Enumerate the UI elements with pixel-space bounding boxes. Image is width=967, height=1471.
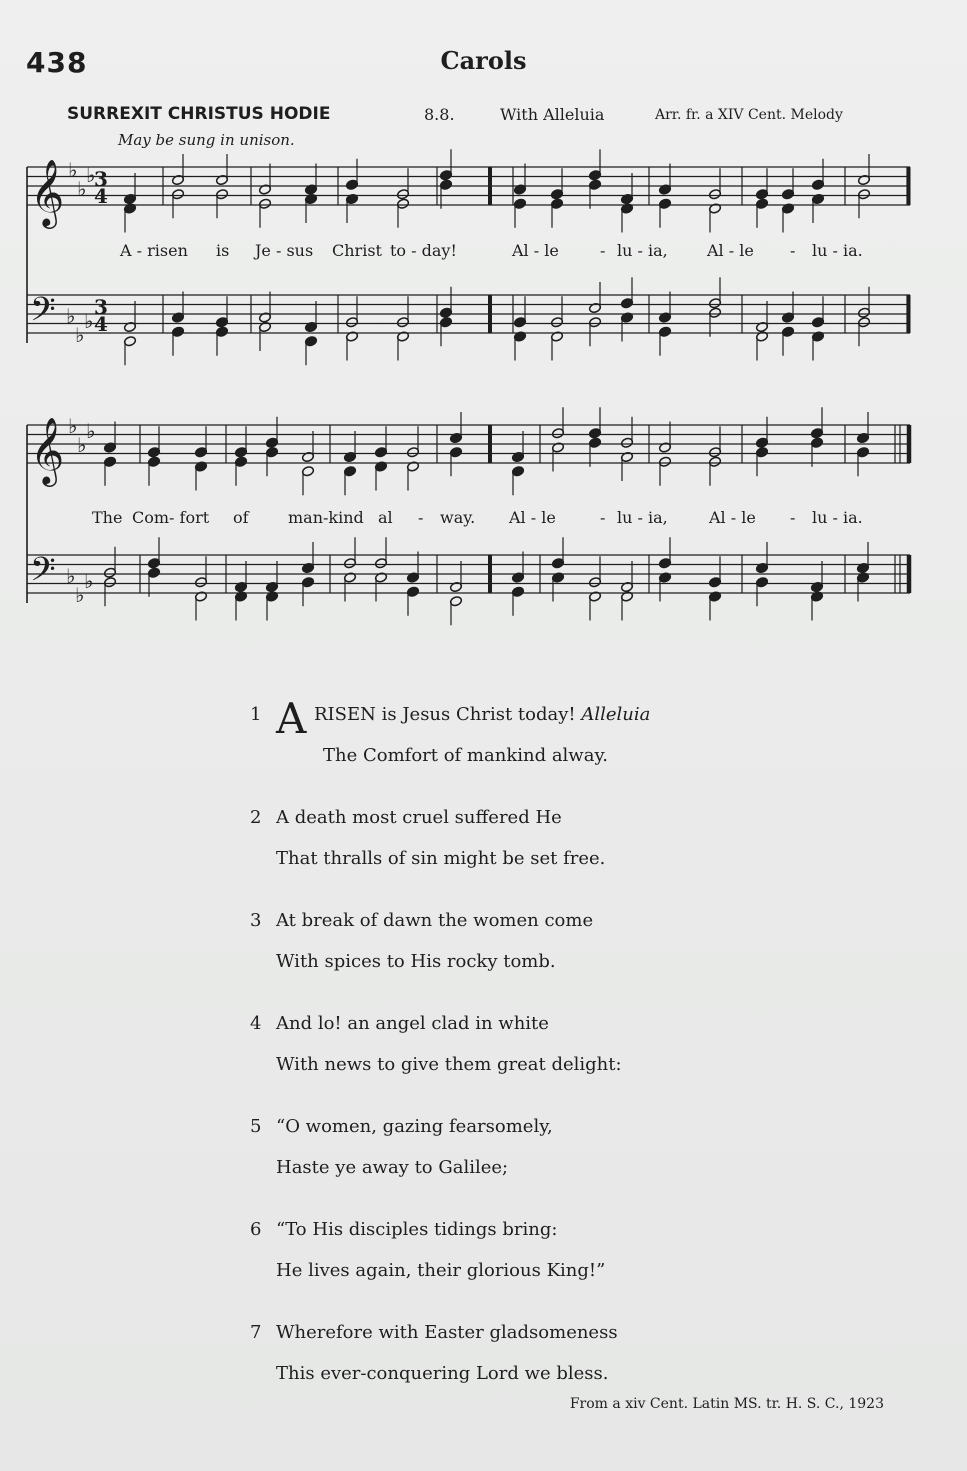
lyric-syllable: - [600, 508, 606, 527]
flat-sign: ♭ [86, 419, 96, 443]
stanza-number: 4 [250, 1013, 262, 1034]
flat-sign: ♭ [84, 309, 94, 333]
flat-sign: ♭ [77, 433, 87, 457]
stanza-line: He lives again, their glorious King!” [276, 1260, 606, 1281]
stanza-6 [250, 1219, 910, 1322]
stanza-number: 5 [250, 1116, 262, 1137]
stanza-line: Wherefore with Easter gladsomeness [276, 1322, 618, 1343]
stanza-5 [250, 1116, 910, 1219]
stanza-list [250, 694, 910, 1425]
lyric-syllable: of [233, 508, 249, 527]
lyric-syllable: A - risen [120, 241, 188, 260]
lyric-syllable: Al - le [709, 508, 756, 527]
stanza-number: 6 [250, 1219, 262, 1240]
bass-clef: 𝄢 [30, 291, 56, 337]
drop-cap: A [276, 694, 307, 743]
stanza-3 [250, 910, 910, 1013]
treble-clef: 𝄞 [30, 158, 65, 226]
stanza-line: The Comfort of mankind alway. [323, 745, 608, 766]
flat-sign: ♭ [68, 414, 78, 438]
page-number: 438 [26, 46, 88, 79]
time-signature-top: 3 [94, 295, 108, 319]
lyric-syllable: Je - sus [255, 241, 314, 260]
lyric-syllable: - [790, 241, 796, 260]
time-signature-bottom: 4 [94, 184, 108, 208]
lyric-syllable: lu - ia. [812, 508, 863, 527]
flat-sign: ♭ [84, 569, 94, 593]
treble-clef: 𝄞 [30, 416, 65, 484]
lyric-syllable: Al - le [512, 241, 559, 260]
stanza-line: With news to give them great delight: [276, 1054, 622, 1075]
stanza-line: Haste ye away to Galilee; [276, 1157, 509, 1178]
stanza-number: 2 [250, 807, 262, 828]
stanza-line: “To His disciples tidings bring: [276, 1219, 558, 1240]
stanza-line: That thralls of sin might be set free. [276, 848, 606, 869]
stanza-1 [250, 694, 910, 807]
lyric-syllable: lu - ia. [812, 241, 863, 260]
lyric-syllable: The [92, 508, 123, 527]
lyric-syllable: to - day! [390, 241, 457, 260]
time-signature [94, 167, 108, 336]
flat-sign: ♭ [75, 323, 85, 347]
lyric-syllable: Al - le [509, 508, 556, 527]
refrain-note: With Alleluia [500, 105, 605, 124]
flat-sign: ♭ [66, 304, 76, 328]
time-signature-top: 3 [94, 167, 108, 191]
lyric-syllable: - [790, 508, 796, 527]
flat-sign: ♭ [86, 163, 96, 187]
stanza-number: 7 [250, 1322, 262, 1343]
lyric-syllable: lu - ia, [617, 241, 668, 260]
stanza-line: A death most cruel suffered He [276, 807, 562, 828]
meter: 8.8. [424, 105, 455, 124]
lyric-syllable: - [600, 241, 606, 260]
lyric-syllable: man-kind [288, 508, 364, 527]
lyric-syllable: Com- fort [132, 508, 210, 527]
stanza-number: 3 [250, 910, 262, 931]
notes [103, 149, 870, 625]
stanza-line: This ever-conquering Lord we bless. [276, 1363, 609, 1384]
stanza-number: 1 [250, 704, 262, 725]
staff-lines [27, 167, 910, 593]
lyric-syllable: Christ [332, 241, 382, 260]
stanza-line: With spices to His rocky tomb. [276, 951, 556, 972]
performance-note: May be sung in unison. [118, 131, 295, 149]
lyric-syllable: - [418, 508, 424, 527]
lyric-syllable: al [378, 508, 393, 527]
stanza-line: And lo! an angel clad in white [276, 1013, 549, 1034]
stanza-line: At break of dawn the women come [276, 910, 594, 931]
stanza-4 [250, 1013, 910, 1116]
flat-sign: ♭ [75, 583, 85, 607]
arranger-credit: Arr. fr. a XIV Cent. Melody [655, 107, 843, 123]
lyric-syllable: is [216, 241, 230, 260]
translation-credit: From a xiv Cent. Latin MS. tr. H. S. C., 1923 [569, 1396, 884, 1412]
stanza-line: RISEN is Jesus Christ today! Alleluia [314, 704, 651, 725]
stanza-2 [250, 807, 910, 910]
refrain-word: Alleluia [581, 704, 651, 725]
time-signature-bottom: 4 [94, 312, 108, 336]
flat-sign: ♭ [68, 158, 78, 182]
clefs [30, 158, 95, 607]
section-title: Carols [440, 46, 527, 75]
music-score [0, 0, 967, 660]
tune-name: SURREXIT CHRISTUS HODIE [67, 104, 331, 124]
flat-sign: ♭ [66, 564, 76, 588]
lyric-syllable: way. [440, 508, 476, 527]
lyric-syllable: Al - le [707, 241, 754, 260]
lyric-syllable: lu - ia, [617, 508, 668, 527]
bass-clef: 𝄢 [30, 551, 56, 597]
flat-sign: ♭ [77, 177, 87, 201]
stanza-line: “O women, gazing fearsomely, [276, 1116, 553, 1137]
